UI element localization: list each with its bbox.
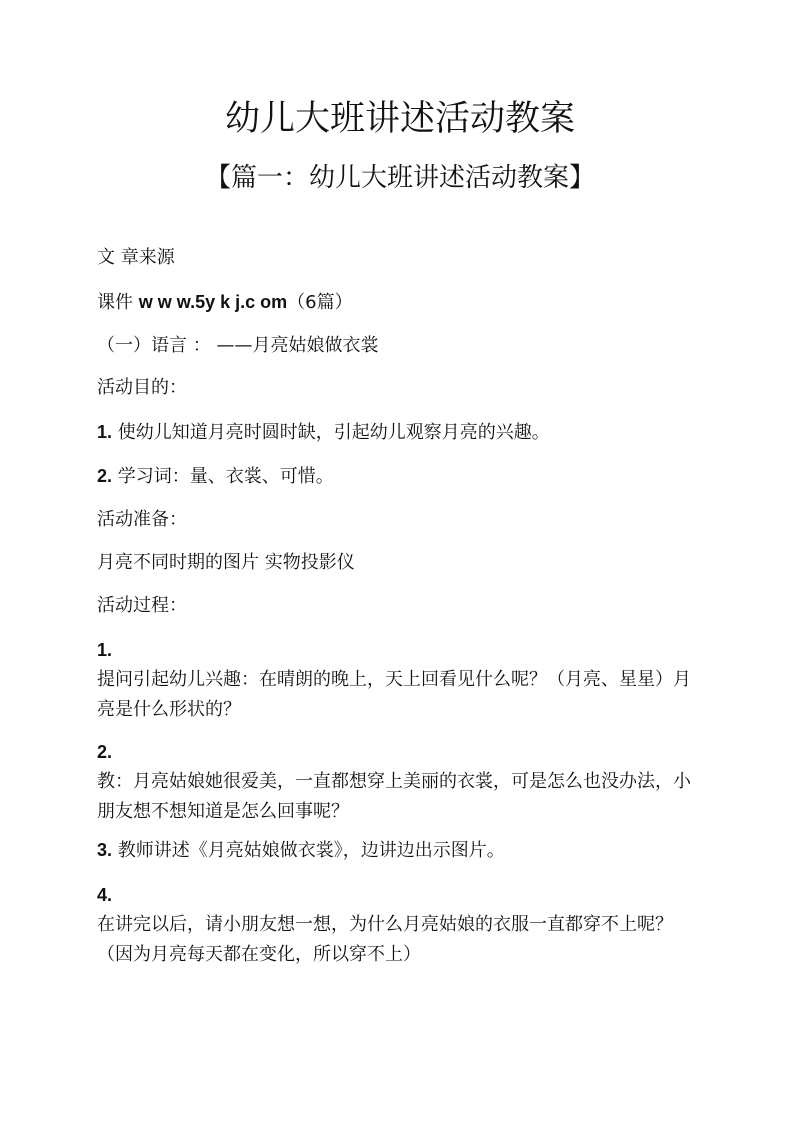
prep-heading: 活动准备： bbox=[97, 509, 187, 530]
step-item-1 bbox=[97, 635, 707, 725]
document-title: 幼儿大班讲述活动教案 bbox=[224, 99, 575, 139]
courseware-line bbox=[97, 288, 707, 317]
courseware-prefix: 课件 bbox=[97, 292, 133, 313]
goal-1-number: 1. bbox=[97, 422, 113, 442]
goal-2-number: 2. bbox=[97, 466, 113, 486]
goal-2-text: 学习词：量、衣裳、可惜。 bbox=[117, 466, 334, 487]
source-line: 文 章来源 bbox=[97, 247, 175, 268]
courseware-url: w w w.5y k j.c om bbox=[138, 292, 288, 312]
goal-item-2 bbox=[97, 462, 707, 491]
step-item-2 bbox=[97, 737, 707, 827]
prep-text: 月亮不同时期的图片 实物投影仪 bbox=[97, 552, 355, 573]
step-item-4 bbox=[97, 880, 707, 970]
step-3-text: 教师讲述《月亮姑娘做衣裳》，边讲边出示图片。 bbox=[117, 840, 505, 861]
step-4-number: 4. bbox=[97, 885, 113, 905]
goals-heading: 活动目的： bbox=[97, 377, 187, 398]
goal-item-1 bbox=[97, 418, 707, 447]
process-heading: 活动过程： bbox=[97, 595, 187, 616]
step-item-3 bbox=[97, 836, 707, 865]
document-subtitle: 【篇一：幼儿大班讲述活动教案】 bbox=[204, 163, 595, 193]
step-4-text: 在讲完以后，请小朋友想一想，为什么月亮姑娘的衣服一直都穿不上呢？（因为月亮每天都在变化，所以穿不上） bbox=[97, 914, 673, 965]
step-1-number: 1. bbox=[97, 640, 113, 660]
step-1-text: 提问引起幼儿兴趣：在晴朗的晚上，天上回看见什么呢？（月亮、星星）月亮是什么形状的？ bbox=[97, 669, 691, 720]
step-2-text: 教：月亮姑娘她很爱美，一直都想穿上美丽的衣裳，可是怎么也没办法，小朋友想不想知道是怎么回事呢？ bbox=[97, 771, 691, 822]
step-2-number: 2. bbox=[97, 742, 113, 762]
courseware-count: （6篇） bbox=[287, 292, 353, 313]
goal-1-text: 使幼儿知道月亮时圆时缺，引起幼儿观察月亮的兴趣。 bbox=[117, 422, 550, 443]
step-3-number: 3. bbox=[97, 840, 113, 860]
section-heading: （一）语言 ： ——月亮姑娘做衣裳 bbox=[97, 335, 379, 356]
